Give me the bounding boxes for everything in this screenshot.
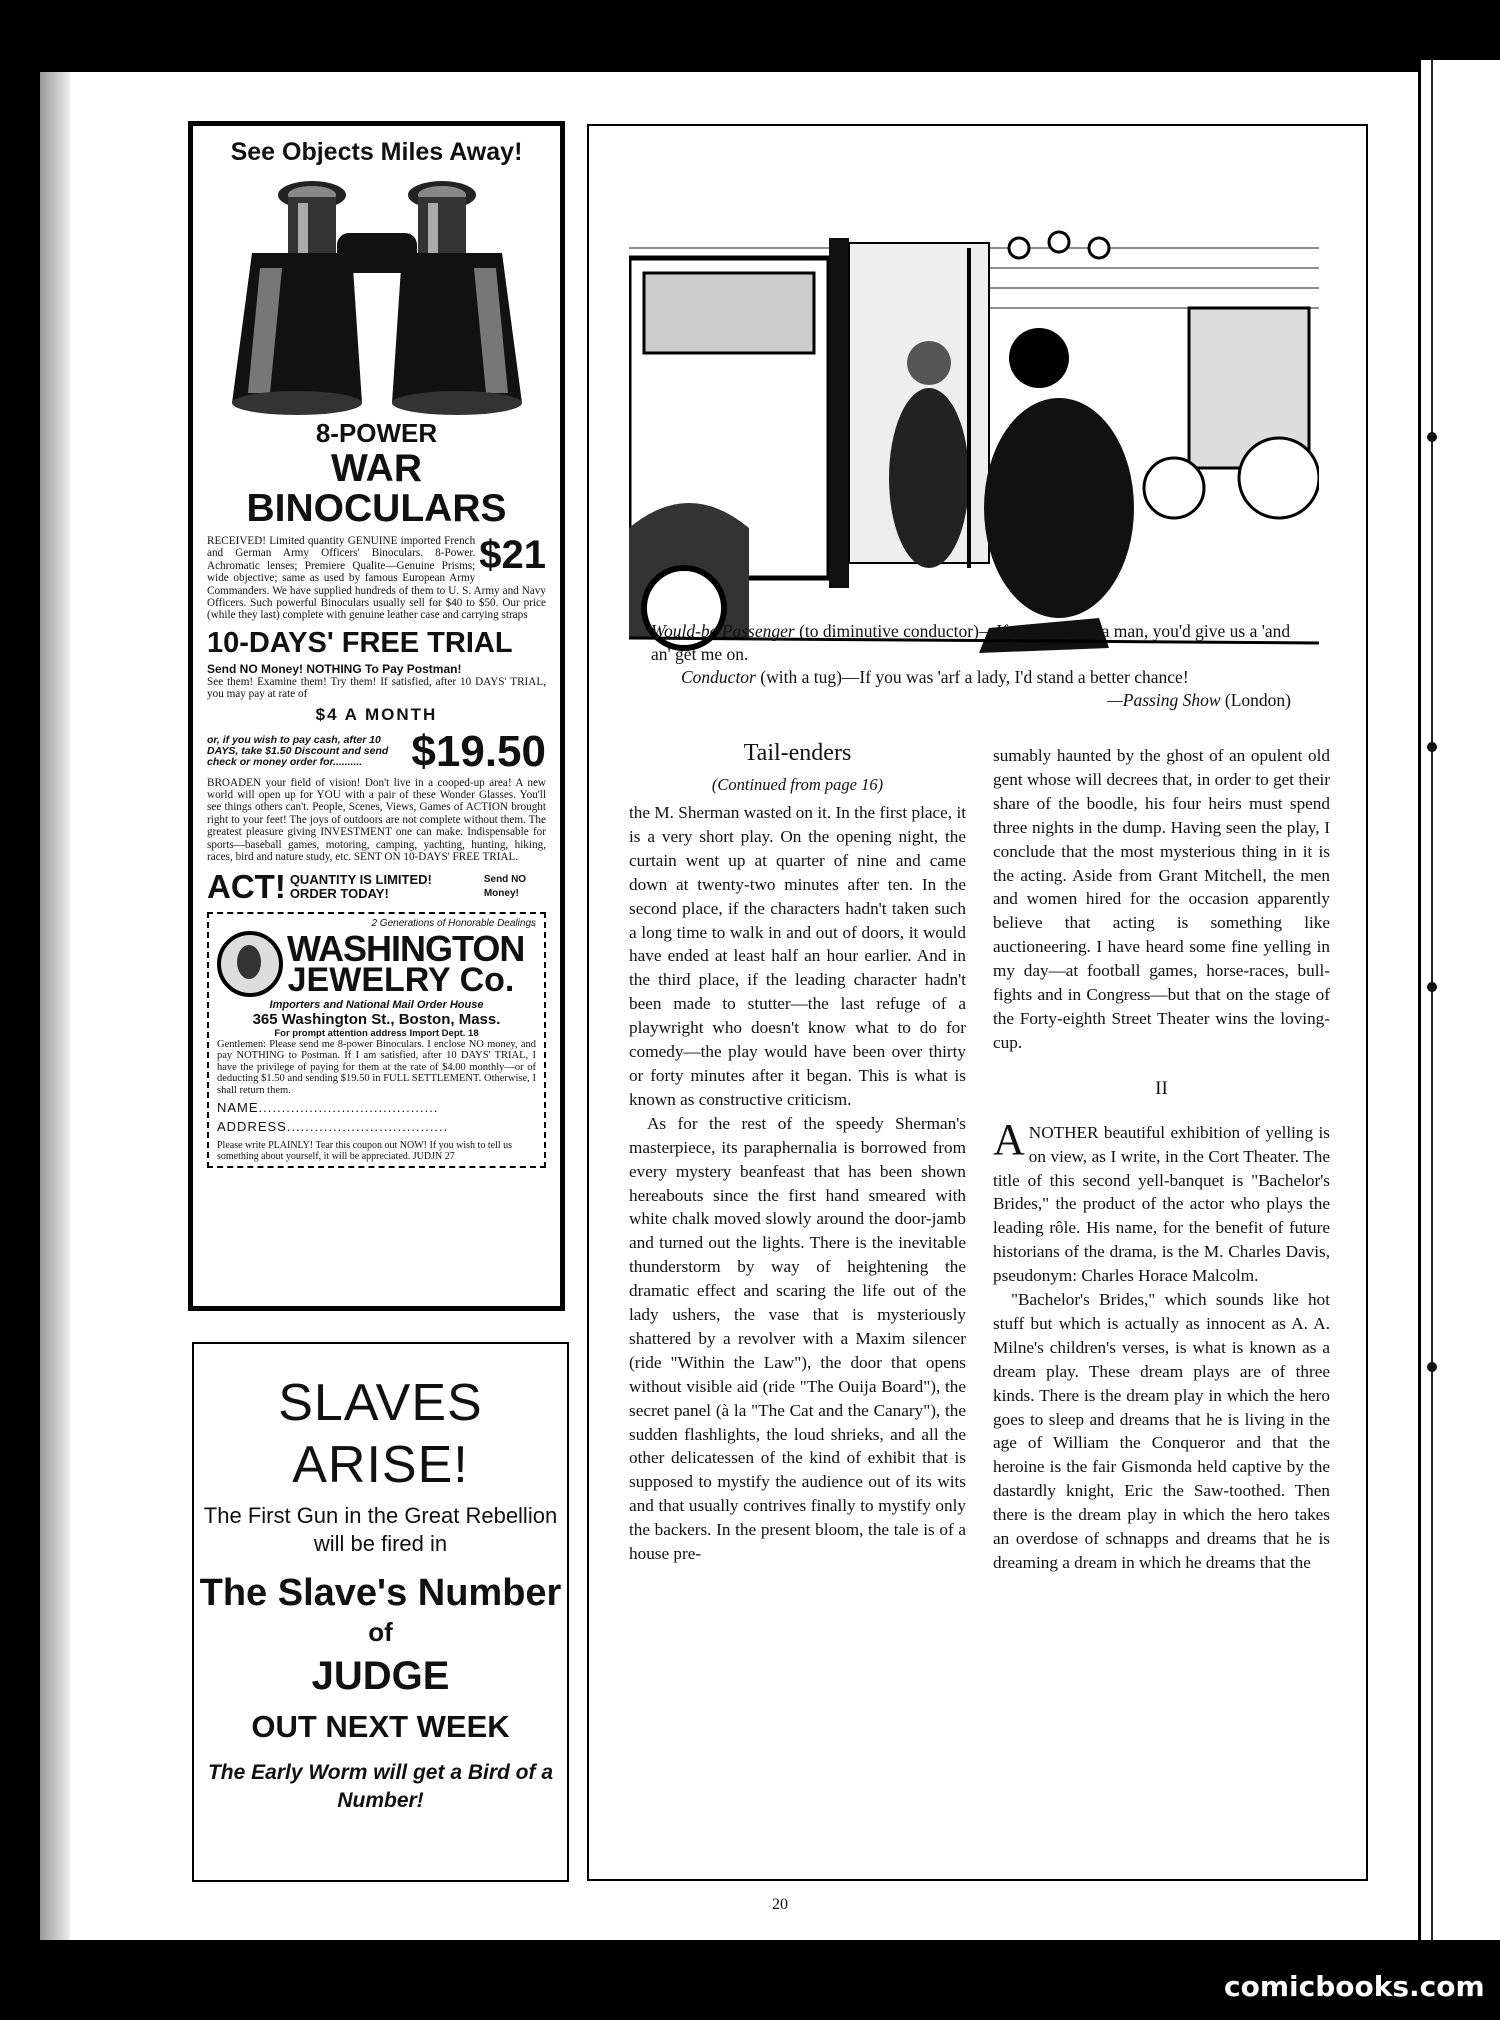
ad-first-gun: The First Gun in the Great Rebellion will be fired in xyxy=(203,1503,558,1556)
caption-passenger: Would-be Passenger xyxy=(651,621,795,641)
gutter-shadow xyxy=(40,72,70,1940)
coupon-body: Gentlemen: Please send me 8-power Binoculars. I enclose NO money, and pay NOTHING to Postman. If I am satisfied, after 10 DAYS' TRIAL, I have the privilege of paying for them at the rate of $4.00 monthly—or of deducting $1.50 and sending $19.50 in FULL SETTLEMENT. Otherwise, I shall return them. xyxy=(217,1038,536,1096)
ad-power: 8-POWER xyxy=(315,418,438,448)
ad-arise: ARISE! xyxy=(292,1436,469,1494)
coupon-address: 365 Washington St., Boston, Mass. xyxy=(252,1010,501,1028)
drop-cap: A xyxy=(993,1114,1025,1164)
ad-cash-price: $19.50 xyxy=(411,726,546,776)
article-paragraph: beautiful exhibition of yelling is on view, as I write, in the Cort Theater. The title of this second yell-banquet is "Bachelor's Brides," the product of the actor who plays the leading rôle. His name, for the benefit of future historians of the drama, is the M. Charles Davis, pseudonym: Charles Horace Malcolm. xyxy=(993,1122,1330,1286)
ad-title: WAR BINOCULARS xyxy=(246,447,507,530)
binoculars-illustration xyxy=(212,173,542,418)
washington-jewelry-logo xyxy=(217,927,536,999)
coupon-importers: Importers and National Mail Order House xyxy=(269,998,484,1011)
ad-send-no-money-short: Send NO Money! xyxy=(483,873,527,899)
article-title: Tail-enders xyxy=(743,740,852,766)
drop-cap-lead: NOTHER xyxy=(1028,1122,1099,1142)
ad-see-them: See them! Examine them! Try them! If satisfied, after 10 DAYS' TRIAL, you may pay at rate of xyxy=(207,675,546,701)
ad-received-text: RECEIVED! Limited quantity GENUINE imported French and German Army Officers' Binoculars. 8-Power. Achromatic lenses; Premiere Qualite—Genuine Prisms; wide objective; same as used by famous European Army Commanders. We have supplied hundreds of them to U. S. Army and Navy Officers. Such powerful Binoculars usually sell for $40 to $50. Our price (while they last) complete with genuine leather case and carrying straps xyxy=(207,535,546,622)
ad-broaden-text: BROADEN your field of vision! Don't live in a cooped-up area! A new world will open up for YOU with a pair of these Wonder Glasses. You'll see things others can't. People, Scenes, Views, Games of ACTION brought right to your feet! The joys of outdoors are not complete without them. The greatest pleasure giving INVESTMENT one can make. Indispensable for sports—baseball games, motoring, camping, yachting, hunting, hiking, races, bird and nature study, etc. SENT ON 10-DAYS' FREE TRIAL. xyxy=(207,776,546,864)
ad-slaves-number: The Slave's Number xyxy=(199,1572,562,1614)
cartoon-caption xyxy=(651,620,1291,712)
coupon-code: JUDJN 27 xyxy=(412,1151,455,1162)
coupon-generations: 2 Generations of Honorable Dealings xyxy=(371,917,536,929)
ad-slaves: SLAVES xyxy=(278,1374,483,1432)
binoculars-advertisement xyxy=(188,121,565,1311)
caption-conductor: Conductor xyxy=(681,667,756,687)
ad-trial: 10-DAYS' FREE TRIAL xyxy=(207,626,513,659)
article-paragraph: As for the rest of the speedy Sherman's masterpiece, its paraphernalia is borrowed from every mystery beanfeast that has been shown hereabouts since the first hand smeared with white chalk moved slowly around the door-jamb and turned out the lights. There is the inevitable thunderstorm by way of heightening the dramatic effect and scaring the life out of the lady ushers, the vase that is mysteriously shattered by a revolver with a Maxim silencer (ride "Within the Law"), the door that opens without visible aid (ride "The Ouija Board"), the secret panel (à la "The Cat and the Canary"), the sudden flashlights, the loud shrieks, and all the other delicatessen of the kind of exhibit that is supposed to mystify the audience out of its wits and that usually contrives finally to mystify only the backers. In the present bloom, the tale is of a house pre- xyxy=(629,1113,966,1564)
coupon-prompt: For prompt attention address Import Dept. 18 xyxy=(274,1027,479,1039)
company-line1: WASHINGTON xyxy=(287,927,525,969)
watermark: comicbooks.com xyxy=(1224,1970,1485,2003)
facing-page-edge xyxy=(1418,60,1500,1940)
company-line2: JEWELRY Co. xyxy=(287,960,515,999)
ad-act: ACT! xyxy=(207,867,286,905)
article-paragraph: the M. Sherman wasted on it. In the first place, it is a very short play. On the opening night, the curtain went up at quarter of nine and came down at twenty-two minutes after ten. In the second place, if the characters hadn't taken such a long time to walk in and out of doors, it would have ended at least half an hour earlier. And in the third place, if the leading character hadn't been made to stutter—the last refuge of a playwright who doesn't know what to do for comedy—the play would have been over thirty or forty minutes after it began. This is what is known as constructive criticism. xyxy=(629,803,966,1109)
section-heading: II xyxy=(1155,1077,1168,1099)
page-number: 20 xyxy=(772,1896,788,1913)
ad-headline: See Objects Miles Away! xyxy=(230,138,523,166)
article-paragraph: sumably haunted by the ghost of an opulent old gent whose will decrees that, in order to get their share of the boodle, his four heirs must spend three nights in the dump. Having seen the play, I conclude that the most mysterious thing in it is the acting. Aside from Grant Mitchell, the men and women hired for the occasion apparently believe that acting is something like auctioneering. I have heard some fine yelling in my day—at football games, horse-races, bull-fights and in Congress—but that on the stage of the Forty-eighth Street Theater wins the loving-cup. xyxy=(993,746,1330,1052)
article-paragraph: "Bachelor's Brides," which sounds like hot stuff but which is actually as innocent as A. A. Milne's children's verses, is what is known as a dream play. These dream plays are of three kinds. There is the dream play in which the hero goes to sleep and dreams that he is living in the age of William the Conqueror and that the heroine is the fair Gismonda held captive by the dastardly knight, Eric the Saw-toothed. Then there is the dream play in which the hero takes an overdose of schnapps and dreams that he is dreaming a dream in which he dreams that the xyxy=(993,1290,1330,1572)
coupon-name-field[interactable]: NAME....................................... xyxy=(217,1100,439,1115)
ad-send-no-money: Send NO Money! NOTHING To Pay Postman! xyxy=(207,661,462,676)
ad-quantity: QUANTITY IS LIMITED! ORDER TODAY! xyxy=(289,871,432,901)
ad-cash-offer: or, if you wish to pay cash, after 10 DAYS, take $1.50 Discount and send check or money order for.......... xyxy=(207,734,389,769)
ad-out-next-week: OUT NEXT WEEK xyxy=(251,1709,510,1744)
article-column-right xyxy=(993,744,1330,1575)
article-column-left xyxy=(629,740,966,1566)
caption-source: —Passing Show xyxy=(1107,690,1221,710)
caption-conductor-text: (with a tug)—If you was 'arf a lady, I'd stand a better chance! xyxy=(755,667,1189,687)
ad-of: of xyxy=(368,1617,393,1647)
ad-early-worm: The Early Worm will get a Bird of a Number! xyxy=(207,1761,553,1812)
ad-price: $21 xyxy=(479,533,546,577)
judge-advertisement xyxy=(192,1342,569,1882)
article-continued: (Continued from page 16) xyxy=(711,775,884,794)
order-coupon[interactable] xyxy=(207,912,546,1169)
ad-judge: JUDGE xyxy=(311,1654,450,1698)
caption-passenger-text: (to diminutive conductor)—If you was 'arf a man, you'd give us a 'and an' get me on. xyxy=(651,621,1291,664)
washington-portrait-icon xyxy=(217,931,283,997)
coupon-footer: Please write PLAINLY! Tear this coupon out NOW! If you wish to tell us something about yourself, it will be appreciated. xyxy=(217,1140,513,1162)
ad-per-month: $4 A MONTH xyxy=(315,704,438,724)
coupon-address-field[interactable]: ADDRESS................................... xyxy=(217,1119,449,1134)
caption-source-place: (London) xyxy=(1220,690,1291,710)
article-box xyxy=(587,124,1368,1881)
